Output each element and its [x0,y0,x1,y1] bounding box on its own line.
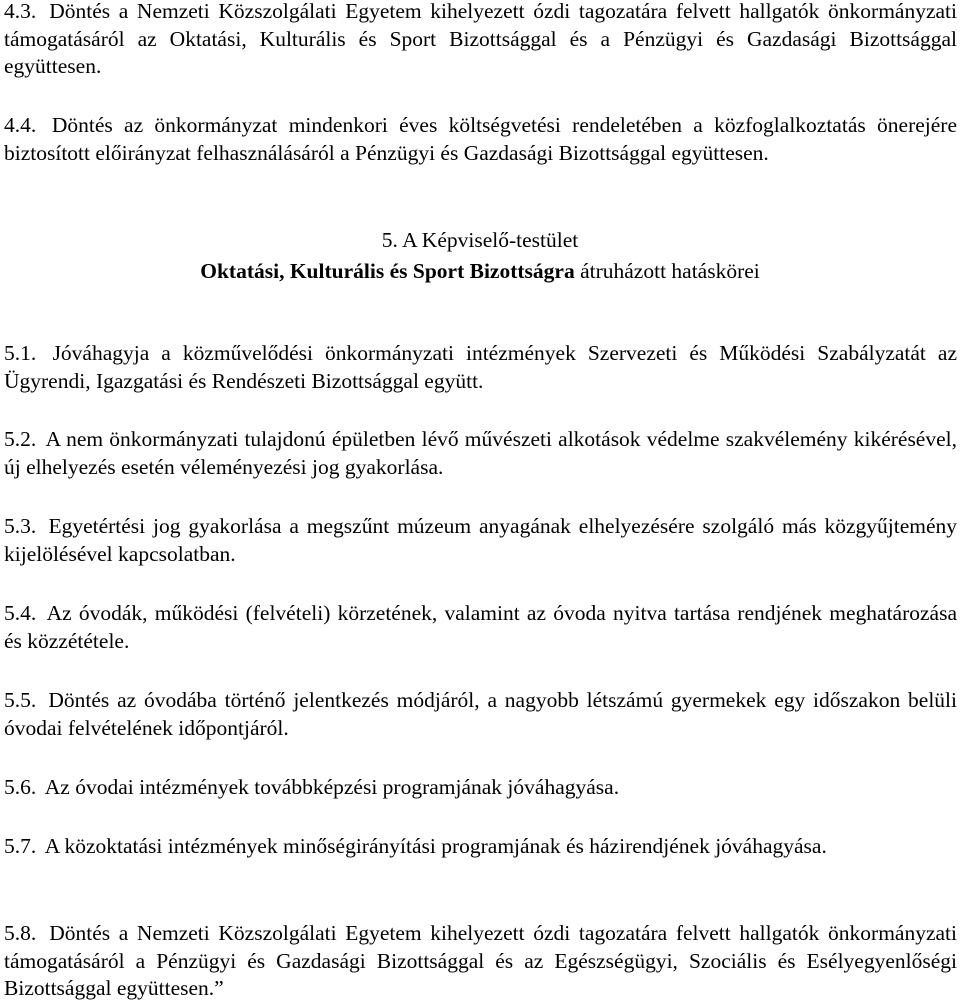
item-text: Egyetértési jog gyakorlása a megszűnt múzeum anyagának elhelyezésére szolgáló más közgyűjtemény kijelölésével kapcsolatban. [4,514,958,566]
item-5-1 [4,340,957,395]
item-number: 5.4. [4,601,37,625]
item-5-6 [4,774,957,802]
section-heading [0,227,960,285]
item-number: 5.2. [4,427,37,451]
item-text: Az óvodai intézmények továbbképzési programjának jóváhagyása. [44,775,620,799]
item-text: A nem önkormányzati tulajdonú épületben lévő művészeti alkotások védelme szakvélemény kikérésével, új elhelyezés esetén véleményezési jog gyakorlása. [4,427,957,479]
section-title: 5. A Képviselő-testület [381,228,579,252]
item-5-3 [4,513,957,568]
item-4-3 [4,0,957,81]
item-number: 5.7. [4,834,37,858]
item-number: 5.3. [4,514,37,538]
item-number: 5.1. [4,341,37,365]
item-number: 5.8. [4,921,37,945]
item-5-7 [4,833,957,861]
item-5-8 [4,920,957,1003]
committee-name: Oktatási, Kulturális és Sport Bizottságra [200,258,575,283]
item-text: A közoktatási intézmények minőségirányítási programjának és házirendjének jóváhagyása. [44,834,827,858]
item-number: 4.4. [4,113,37,137]
item-5-5 [4,687,957,742]
item-number: 4.3. [4,0,37,23]
item-5-4 [4,600,957,655]
section-subtitle [0,258,960,286]
item-number: 5.5. [4,688,37,712]
item-text: Döntés a Nemzeti Közszolgálati Egyetem kihelyezett ózdi tagozatára felvett hallgatók önkormányzati támogatásáról az Oktatási, Kulturális és Sport Bizottsággal és a Pénzügyi és Gazdasági Bizottsággal együttesen. [4,0,957,78]
item-text: Döntés a Nemzeti Közszolgálati Egyetem kihelyezett ózdi tagozatára felvett hallgatók önkormányzati támogatásáról a Pénzügyi és Gazdasági Bizottsággal és az Egészségügyi, Szociális és Esélyegyenlőségi Bizottsággal együttesen.” [4,921,957,1000]
item-5-2 [4,426,957,481]
item-4-4 [4,112,957,167]
item-text: Döntés az önkormányzat mindenkori éves költségvetési rendeletében a közfoglalkoztatás önerejére biztosított előirányzat felhasználásáról a Pénzügyi és Gazdasági Bizottsággal együttesen. [4,113,957,165]
item-text: Jóváhagyja a közművelődési önkormányzati intézmények Szervezeti és Működési Szabályzatát az Ügyrendi, Igazgatási és Rendészeti Bizottsággal együtt. [4,341,958,393]
item-text: Döntés az óvodába történő jelentkezés módjáról, a nagyobb létszámú gyermekek egy időszakon belüli óvodai felvételének időpontjáról. [4,688,958,740]
item-text: Az óvodák, működési (felvételi) körzetének, valamint az óvoda nyitva tartása rendjének meghatározása és közzététele. [4,601,957,653]
item-number: 5.6. [4,775,37,799]
section-subtitle-rest: átruházott hatáskörei [574,258,760,283]
